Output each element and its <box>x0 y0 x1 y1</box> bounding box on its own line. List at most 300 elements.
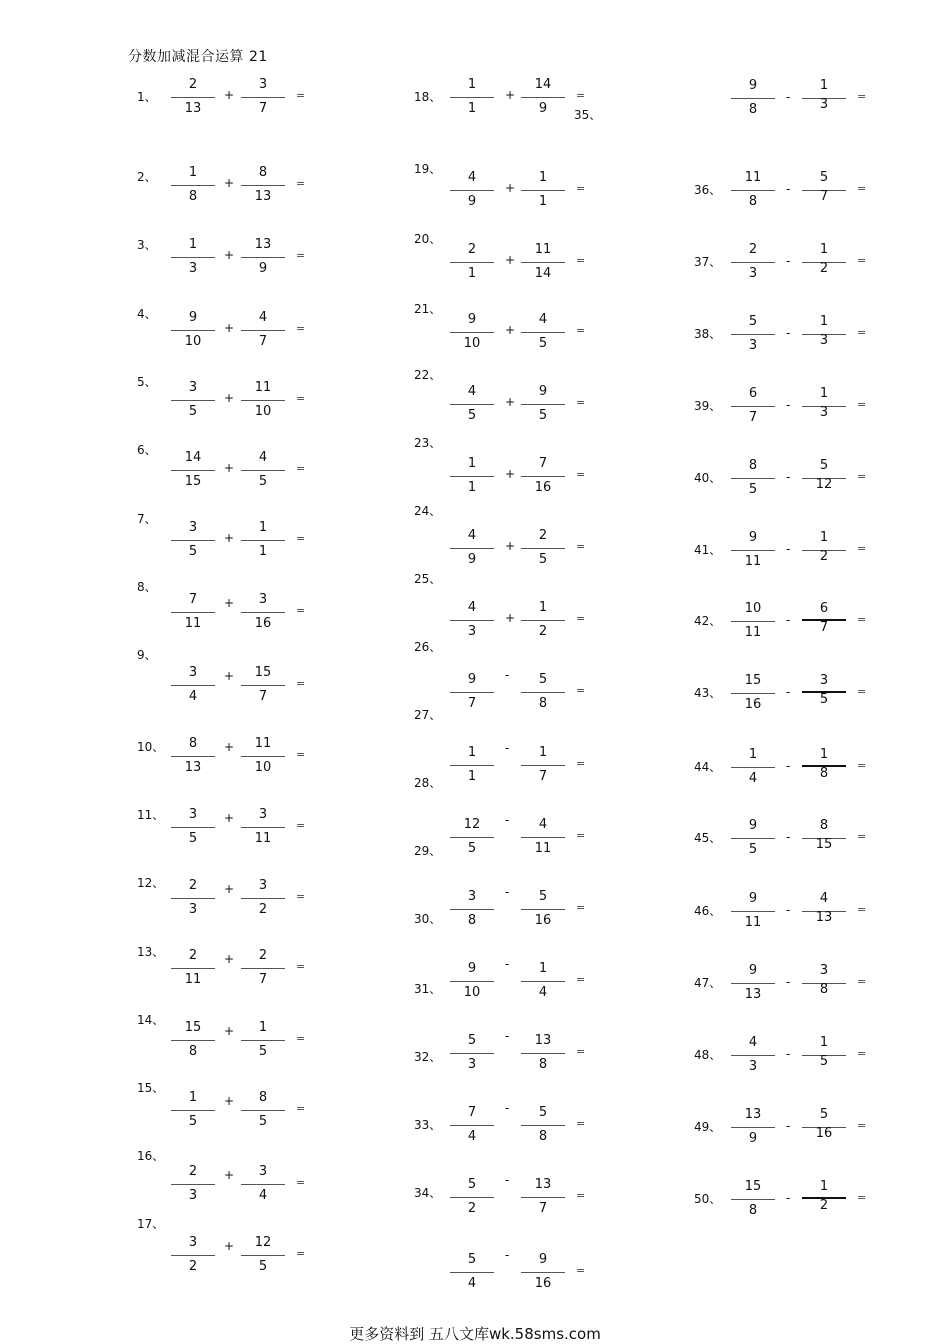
numerator: 1 <box>819 747 829 762</box>
fraction-bar <box>521 476 565 477</box>
denominator: 8 <box>819 766 829 781</box>
numerator: 1 <box>819 78 829 93</box>
denominator: 1 <box>467 480 477 495</box>
minus-sign: - <box>505 668 510 682</box>
equals-sign: = <box>296 677 306 690</box>
fraction-b <box>802 315 846 355</box>
numerator: 5 <box>538 672 548 687</box>
equals-sign: = <box>296 819 306 832</box>
denominator: 11 <box>534 841 552 856</box>
fraction-bar <box>450 404 494 405</box>
denominator: 1 <box>467 266 477 281</box>
minus-sign: - <box>505 813 510 827</box>
fraction-a <box>450 1106 494 1146</box>
problem-number: 37、 <box>694 255 722 269</box>
problem-number: 17、 <box>137 1217 165 1231</box>
minus-sign: - <box>786 975 791 989</box>
minus-sign: - <box>786 182 791 196</box>
numerator: 3 <box>819 963 829 978</box>
numerator: 4 <box>467 384 477 399</box>
fraction-b <box>802 748 846 788</box>
plus-sign: + <box>224 391 235 405</box>
fraction-b <box>802 819 846 859</box>
fraction-b <box>521 746 565 786</box>
problem-number: 20、 <box>414 232 442 246</box>
denominator: 10 <box>254 760 272 775</box>
fraction-a <box>731 674 775 714</box>
numerator: 15 <box>744 1179 762 1194</box>
equals-sign: = <box>857 398 867 411</box>
denominator: 13 <box>184 101 202 116</box>
fraction-a <box>731 531 775 571</box>
fraction-bar <box>521 1125 565 1126</box>
numerator: 1 <box>819 1035 829 1050</box>
fraction-bar <box>241 185 285 186</box>
fraction-b <box>802 459 846 499</box>
minus-sign: - <box>505 1248 510 1262</box>
equals-sign: = <box>576 324 586 337</box>
fraction-b <box>802 1180 846 1220</box>
numerator: 14 <box>534 77 552 92</box>
numerator: 11 <box>744 170 762 185</box>
fraction-bar <box>731 911 775 912</box>
denominator: 16 <box>815 1126 833 1141</box>
numerator: 2 <box>258 948 268 963</box>
denominator: 5 <box>258 1044 268 1059</box>
numerator: 3 <box>188 520 198 535</box>
fraction-bar <box>521 548 565 549</box>
denominator: 5 <box>188 544 198 559</box>
denominator: 7 <box>538 1201 548 1216</box>
numerator: 7 <box>188 592 198 607</box>
fraction-a <box>450 818 494 858</box>
denominator: 7 <box>748 410 758 425</box>
fraction-a <box>731 79 775 119</box>
numerator: 2 <box>538 528 548 543</box>
fraction-bar <box>171 1184 215 1185</box>
denominator: 7 <box>467 696 477 711</box>
problem-number: 22、 <box>414 368 442 382</box>
denominator: 8 <box>748 102 758 117</box>
numerator: 13 <box>254 237 272 252</box>
equals-sign: = <box>857 470 867 483</box>
numerator: 3 <box>819 673 829 688</box>
fraction-b <box>241 737 285 777</box>
fraction-b <box>521 1106 565 1146</box>
denominator: 3 <box>819 333 829 348</box>
numerator: 1 <box>538 600 548 615</box>
numerator: 3 <box>258 77 268 92</box>
plus-sign: + <box>224 669 235 683</box>
problem-number: 15、 <box>137 1081 165 1095</box>
equals-sign: = <box>857 254 867 267</box>
equals-sign: = <box>576 254 586 267</box>
plus-sign: + <box>224 596 235 610</box>
problem-number: 16、 <box>137 1149 165 1163</box>
equals-sign: = <box>296 249 306 262</box>
numerator: 1 <box>258 520 268 535</box>
fraction-bar <box>731 334 775 335</box>
denominator: 3 <box>748 338 758 353</box>
fraction-bar <box>171 470 215 471</box>
problem-number: 43、 <box>694 686 722 700</box>
fraction-b <box>802 602 846 642</box>
denominator: 2 <box>258 902 268 917</box>
fraction-bar <box>241 756 285 757</box>
fraction-bar <box>521 97 565 98</box>
problem-number: 2、 <box>137 170 157 184</box>
fraction-a <box>171 381 215 421</box>
fraction-bar <box>171 898 215 899</box>
fraction-a <box>450 1178 494 1218</box>
problem-number: 34、 <box>414 1186 442 1200</box>
fraction-b <box>521 243 565 283</box>
fraction-bar <box>521 1272 565 1273</box>
fraction-a <box>450 171 494 211</box>
fraction-bar <box>171 685 215 686</box>
equals-sign: = <box>296 177 306 190</box>
numerator: 3 <box>258 592 268 607</box>
fraction-bar <box>731 262 775 263</box>
fraction-a <box>171 166 215 206</box>
minus-sign: - <box>786 1047 791 1061</box>
denominator: 5 <box>188 404 198 419</box>
fraction-bar <box>731 838 775 839</box>
numerator: 2 <box>748 242 758 257</box>
denominator: 13 <box>815 910 833 925</box>
fraction-b <box>802 964 846 1004</box>
equals-sign: = <box>296 89 306 102</box>
fraction-b <box>521 962 565 1002</box>
denominator: 2 <box>188 1259 198 1274</box>
fraction-a <box>171 1021 215 1061</box>
equals-sign: = <box>576 1189 586 1202</box>
fraction-a <box>450 243 494 283</box>
fraction-b <box>241 78 285 118</box>
denominator: 9 <box>467 194 477 209</box>
fraction-bar <box>450 476 494 477</box>
minus-sign: - <box>786 1191 791 1205</box>
fraction-bar <box>450 1272 494 1273</box>
numerator: 3 <box>467 889 477 904</box>
numerator: 11 <box>254 380 272 395</box>
minus-sign: - <box>786 254 791 268</box>
problem-number: 8、 <box>137 580 157 594</box>
fraction-a <box>171 238 215 278</box>
minus-sign: - <box>505 1173 510 1187</box>
minus-sign: - <box>786 613 791 627</box>
problem-number: 48、 <box>694 1048 722 1062</box>
fraction-bar <box>241 685 285 686</box>
fraction-b <box>802 892 846 932</box>
equals-sign: = <box>296 1176 306 1189</box>
minus-sign: - <box>786 90 791 104</box>
numerator: 5 <box>819 458 829 473</box>
plus-sign: + <box>505 467 516 481</box>
fraction-bar <box>521 909 565 910</box>
equals-sign: = <box>576 684 586 697</box>
denominator: 5 <box>748 482 758 497</box>
equals-sign: = <box>857 1119 867 1132</box>
plus-sign: + <box>224 1239 235 1253</box>
equals-sign: = <box>296 890 306 903</box>
equals-sign: = <box>296 1102 306 1115</box>
denominator: 4 <box>188 689 198 704</box>
problem-number: 35、 <box>574 108 602 122</box>
minus-sign: - <box>786 685 791 699</box>
fraction-bar <box>241 1184 285 1185</box>
fraction-bar <box>731 1127 775 1128</box>
fraction-a <box>171 808 215 848</box>
fraction-bar <box>171 1255 215 1256</box>
plus-sign: + <box>224 321 235 335</box>
numerator: 4 <box>467 170 477 185</box>
numerator: 14 <box>184 450 202 465</box>
numerator: 12 <box>254 1235 272 1250</box>
fraction-b <box>521 457 565 497</box>
fraction-bar <box>450 190 494 191</box>
fraction-b <box>802 531 846 571</box>
fraction-b <box>241 666 285 706</box>
fraction-a <box>171 879 215 919</box>
fraction-b <box>521 171 565 211</box>
fraction-a <box>171 949 215 989</box>
denominator: 11 <box>184 972 202 987</box>
minus-sign: - <box>786 903 791 917</box>
numerator: 4 <box>538 312 548 327</box>
denominator: 8 <box>748 1203 758 1218</box>
plus-sign: + <box>224 461 235 475</box>
footer-link[interactable]: 更多资料到 五八文库wk.58sms.com <box>349 1325 601 1343</box>
problem-number: 47、 <box>694 976 722 990</box>
numerator: 3 <box>188 1235 198 1250</box>
fraction-bar <box>450 97 494 98</box>
minus-sign: - <box>786 830 791 844</box>
denominator: 13 <box>744 987 762 1002</box>
denominator: 7 <box>258 689 268 704</box>
equals-sign: = <box>576 468 586 481</box>
fraction-a <box>450 457 494 497</box>
numerator: 12 <box>463 817 481 832</box>
fraction-bar <box>171 756 215 757</box>
minus-sign: - <box>505 1029 510 1043</box>
plus-sign: + <box>224 531 235 545</box>
plus-sign: + <box>224 952 235 966</box>
fraction-bar <box>171 612 215 613</box>
denominator: 5 <box>819 1054 829 1069</box>
fraction-bar <box>171 257 215 258</box>
numerator: 9 <box>748 963 758 978</box>
fraction-b <box>521 313 565 353</box>
plus-sign: + <box>505 253 516 267</box>
fraction-b <box>241 1165 285 1205</box>
denominator: 3 <box>188 1188 198 1203</box>
numerator: 2 <box>188 878 198 893</box>
denominator: 11 <box>254 831 272 846</box>
numerator: 11 <box>254 736 272 751</box>
numerator: 8 <box>188 736 198 751</box>
minus-sign: - <box>505 957 510 971</box>
denominator: 1 <box>467 101 477 116</box>
fraction-b <box>241 381 285 421</box>
fraction-b <box>241 949 285 989</box>
fraction-bar <box>731 550 775 551</box>
equals-sign: = <box>576 901 586 914</box>
fraction-a <box>731 964 775 1004</box>
denominator: 10 <box>184 334 202 349</box>
fraction-b <box>241 1091 285 1131</box>
equals-sign: = <box>296 1032 306 1045</box>
fraction-bar <box>241 827 285 828</box>
denominator: 5 <box>538 408 548 423</box>
fraction-bar <box>241 97 285 98</box>
fraction-bar <box>521 1053 565 1054</box>
numerator: 1 <box>538 745 548 760</box>
fraction-b <box>521 890 565 930</box>
denominator: 3 <box>467 624 477 639</box>
equals-sign: = <box>576 1264 586 1277</box>
equals-sign: = <box>857 830 867 843</box>
denominator: 3 <box>748 266 758 281</box>
denominator: 9 <box>538 101 548 116</box>
fraction-bar <box>450 262 494 263</box>
numerator: 9 <box>538 1252 548 1267</box>
equals-sign: = <box>857 1047 867 1060</box>
numerator: 1 <box>538 170 548 185</box>
numerator: 4 <box>467 600 477 615</box>
fraction-b <box>802 1036 846 1076</box>
denominator: 8 <box>748 194 758 209</box>
problem-number: 30、 <box>414 912 442 926</box>
fraction-bar <box>241 257 285 258</box>
plus-sign: + <box>224 1094 235 1108</box>
fraction-a <box>731 315 775 355</box>
fraction-bar <box>731 406 775 407</box>
numerator: 1 <box>748 747 758 762</box>
problem-number: 13、 <box>137 945 165 959</box>
fraction-a <box>731 459 775 499</box>
denominator: 9 <box>258 261 268 276</box>
problem-number: 50、 <box>694 1192 722 1206</box>
problem-number: 45、 <box>694 831 722 845</box>
equals-sign: = <box>576 1045 586 1058</box>
denominator: 2 <box>538 624 548 639</box>
numerator: 1 <box>188 1090 198 1105</box>
numerator: 1 <box>819 242 829 257</box>
fraction-bar <box>450 620 494 621</box>
fraction-bar <box>450 1197 494 1198</box>
denominator: 13 <box>184 760 202 775</box>
problem-number: 5、 <box>137 375 157 389</box>
plus-sign: + <box>224 248 235 262</box>
minus-sign: - <box>505 1101 510 1115</box>
fraction-b <box>521 78 565 118</box>
denominator: 7 <box>538 769 548 784</box>
minus-sign: - <box>505 741 510 755</box>
problem-number: 38、 <box>694 327 722 341</box>
fraction-a <box>450 962 494 1002</box>
plus-sign: + <box>224 740 235 754</box>
fraction-a <box>450 78 494 118</box>
fraction-a <box>731 1108 775 1148</box>
numerator: 1 <box>467 77 477 92</box>
equals-sign: = <box>576 973 586 986</box>
problem-number: 44、 <box>694 760 722 774</box>
denominator: 8 <box>538 1129 548 1144</box>
numerator: 9 <box>748 78 758 93</box>
problem-number: 24、 <box>414 504 442 518</box>
fraction-a <box>450 1034 494 1074</box>
denominator: 8 <box>188 1044 198 1059</box>
denominator: 8 <box>538 1057 548 1072</box>
denominator: 7 <box>258 972 268 987</box>
fraction-a <box>450 890 494 930</box>
numerator: 6 <box>819 601 829 616</box>
fraction-b <box>521 1178 565 1218</box>
fraction-bar <box>731 983 775 984</box>
denominator: 11 <box>744 554 762 569</box>
numerator: 3 <box>188 665 198 680</box>
denominator: 16 <box>534 1276 552 1291</box>
fraction-bar <box>241 540 285 541</box>
fraction-a <box>731 892 775 932</box>
numerator: 3 <box>188 380 198 395</box>
fraction-a <box>731 243 775 283</box>
problem-number: 3、 <box>137 238 157 252</box>
fraction-b <box>521 1034 565 1074</box>
equals-sign: = <box>857 903 867 916</box>
minus-sign: - <box>786 1119 791 1133</box>
fraction-bar <box>171 185 215 186</box>
denominator: 11 <box>744 915 762 930</box>
minus-sign: - <box>786 398 791 412</box>
page-title: 分数加减混合运算 21 <box>128 49 268 65</box>
denominator: 2 <box>819 1198 829 1213</box>
plus-sign: + <box>505 88 516 102</box>
fraction-bar <box>450 837 494 838</box>
equals-sign: = <box>857 542 867 555</box>
fraction-bar <box>521 190 565 191</box>
numerator: 1 <box>538 961 548 976</box>
fraction-bar <box>521 1197 565 1198</box>
problem-number: 21、 <box>414 302 442 316</box>
fraction-b <box>241 1236 285 1276</box>
denominator: 5 <box>819 692 829 707</box>
fraction-bar <box>731 478 775 479</box>
fraction-bar <box>731 1055 775 1056</box>
fraction-bar <box>241 330 285 331</box>
fraction-bar <box>171 827 215 828</box>
denominator: 15 <box>815 837 833 852</box>
numerator: 1 <box>819 1179 829 1194</box>
problem-number: 36、 <box>694 183 722 197</box>
fraction-a <box>731 748 775 788</box>
fraction-a <box>731 171 775 211</box>
plus-sign: + <box>224 811 235 825</box>
numerator: 10 <box>744 601 762 616</box>
fraction-bar <box>241 1040 285 1041</box>
fraction-bar <box>450 332 494 333</box>
fraction-bar <box>171 968 215 969</box>
denominator: 16 <box>534 480 552 495</box>
denominator: 4 <box>748 771 758 786</box>
fraction-bar <box>731 621 775 622</box>
fraction-b <box>521 385 565 425</box>
numerator: 9 <box>748 891 758 906</box>
numerator: 11 <box>534 242 552 257</box>
minus-sign: - <box>786 759 791 773</box>
problem-number: 23、 <box>414 436 442 450</box>
